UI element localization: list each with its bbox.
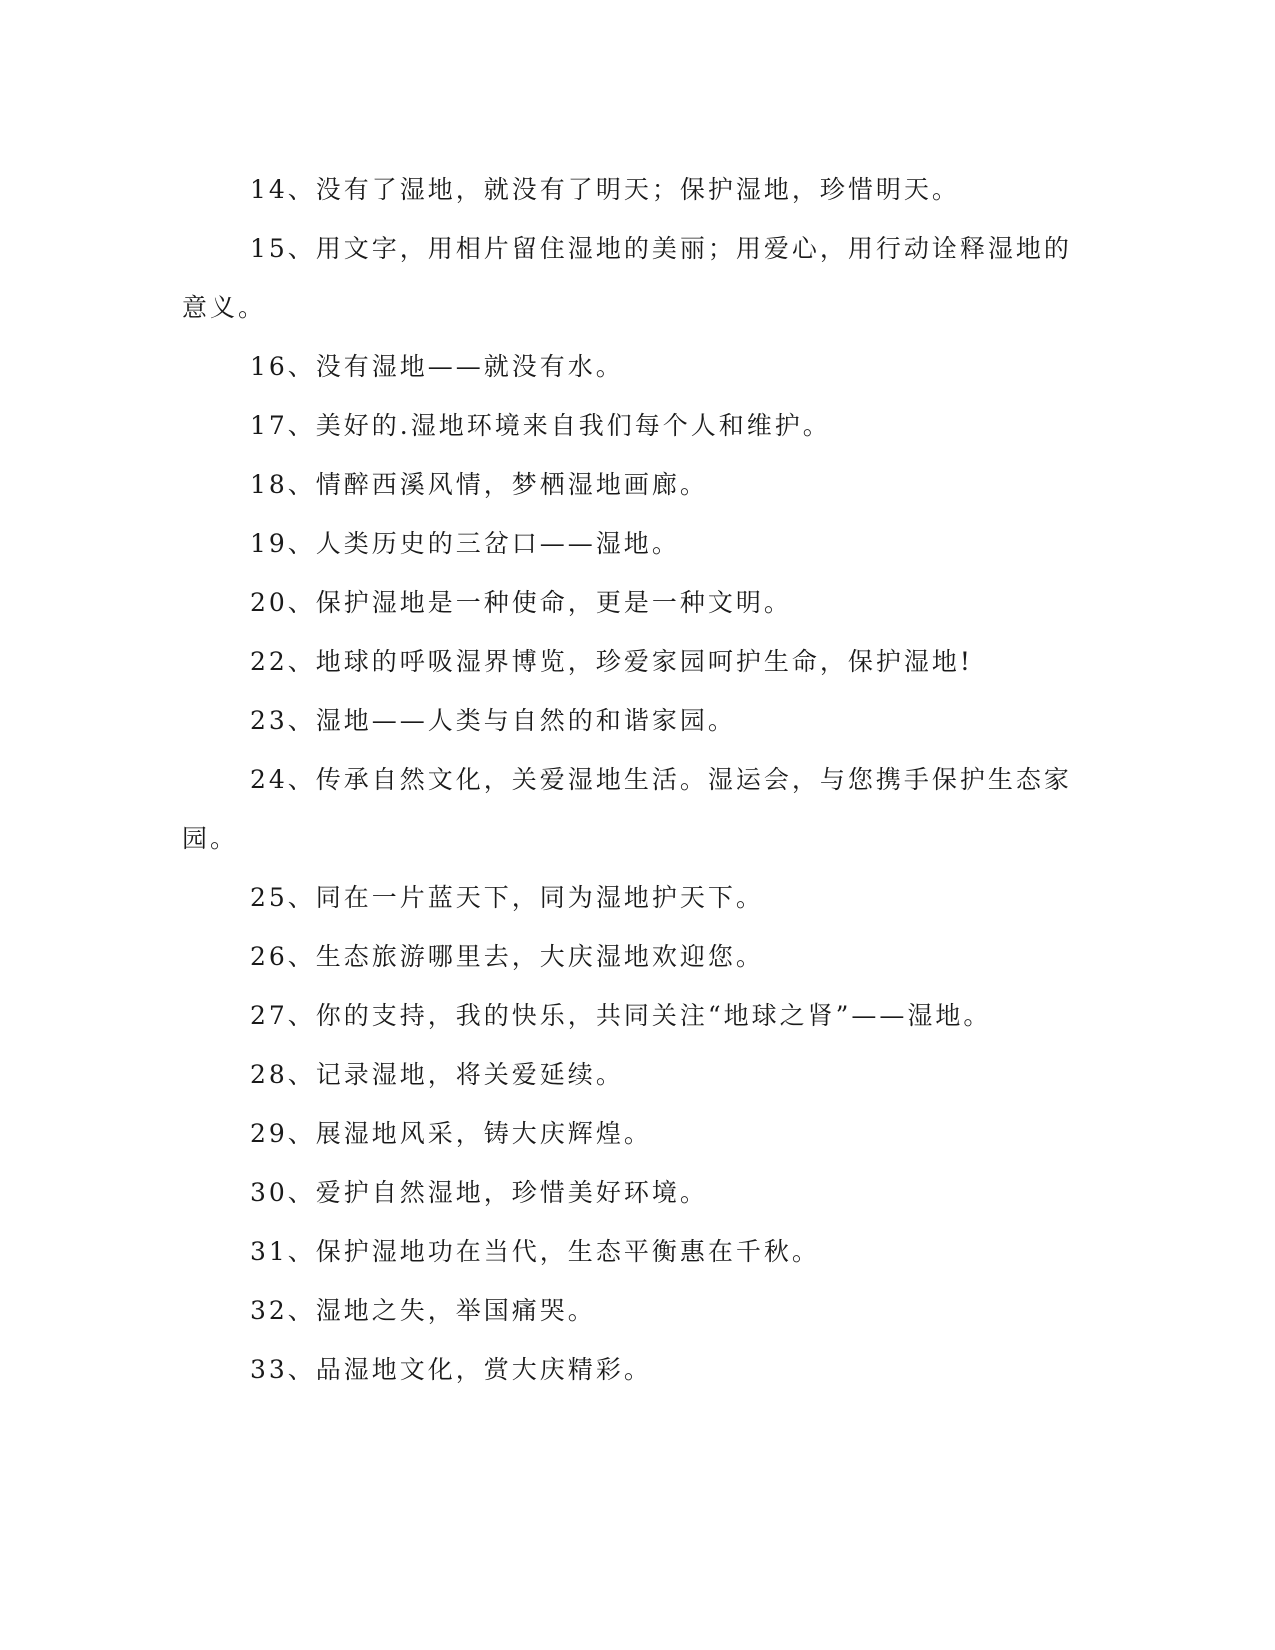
paragraph: 19、人类历史的三岔口——湿地。 <box>250 529 680 558</box>
paragraph: 18、情醉西溪风情，梦栖湿地画廊。 <box>250 470 708 499</box>
document-body <box>182 160 1082 1399</box>
paragraph: 14、没有了湿地，就没有了明天；保护湿地，珍惜明天。 <box>250 175 960 204</box>
paragraph: 29、展湿地风采，铸大庆辉煌。 <box>250 1119 652 1148</box>
paragraph: 15、用文字，用相片留住湿地的美丽；用爱心，用行动诠释湿地的意义。 <box>182 234 1072 322</box>
paragraph: 33、品湿地文化，赏大庆精彩。 <box>250 1355 652 1384</box>
paragraph: 23、湿地——人类与自然的和谐家园。 <box>250 706 736 735</box>
paragraph: 24、传承自然文化，关爱湿地生活。湿运会，与您携手保护生态家园。 <box>182 765 1072 853</box>
paragraph: 32、湿地之失，举国痛哭。 <box>250 1296 596 1325</box>
paragraph: 26、生态旅游哪里去，大庆湿地欢迎您。 <box>250 942 764 971</box>
paragraph: 17、美好的.湿地环境来自我们每个人和维护。 <box>250 411 831 440</box>
paragraph: 30、爱护自然湿地，珍惜美好环境。 <box>250 1178 708 1207</box>
paragraph: 31、保护湿地功在当代，生态平衡惠在千秋。 <box>250 1237 820 1266</box>
paragraph: 20、保护湿地是一种使命，更是一种文明。 <box>250 588 792 617</box>
paragraph: 28、记录湿地，将关爱延续。 <box>250 1060 624 1089</box>
paragraph: 27、你的支持，我的快乐，共同关注“地球之肾”——湿地。 <box>250 1001 992 1030</box>
paragraph: 22、地球的呼吸湿界博览，珍爱家园呵护生命，保护湿地! <box>250 647 973 676</box>
paragraph: 16、没有湿地——就没有水。 <box>250 352 624 381</box>
paragraph: 25、同在一片蓝天下，同为湿地护天下。 <box>250 883 764 912</box>
